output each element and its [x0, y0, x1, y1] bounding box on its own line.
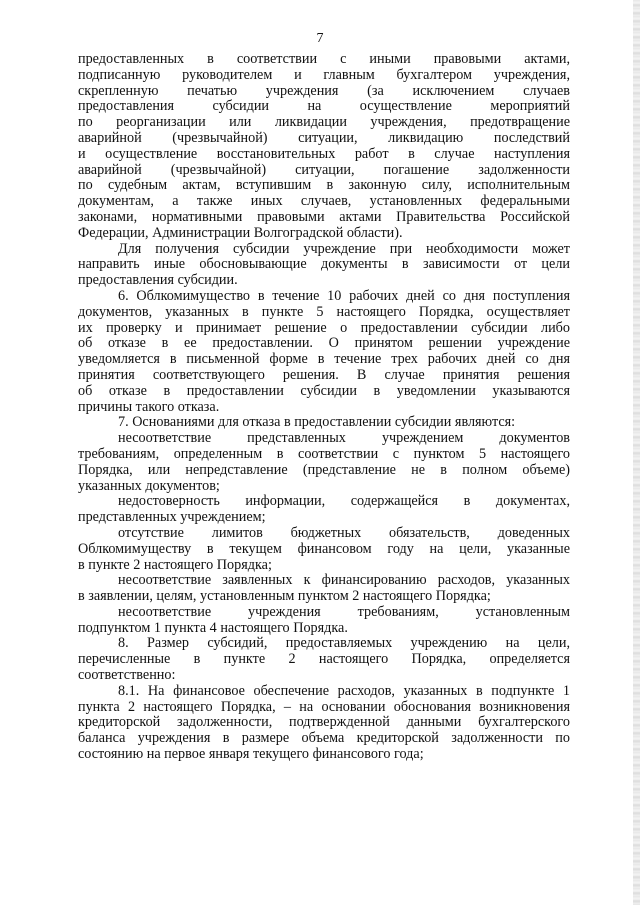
text-line: принятия соответствующего решения. В случае принятия решения [78, 366, 570, 383]
text-line: подписанную руководителем и главным бухгалтером учреждения, [78, 66, 570, 83]
paragraph [78, 573, 570, 605]
text-line: предоставления субсидии на осуществление мероприятий [78, 98, 570, 115]
text-line: Порядка, или непредставление (представление не в полном объеме) [78, 461, 570, 478]
text-line: перечисленные в пункте 2 настоящего Порядка, определяется [78, 651, 570, 668]
text-line: направить иные обосновывающие документы в зависимости от цели [78, 256, 570, 273]
text-line: Для получения субсидии учреждение при необходимости может [118, 240, 570, 257]
text-line: предоставленных в соответствии с иными правовыми актами, [78, 51, 570, 67]
text-line: по судебным актам, вступившим в законную силу, исполнительным [78, 177, 570, 194]
text-line: соответственно: [78, 667, 176, 684]
paragraph [78, 289, 570, 415]
scan-edge-shadow [633, 0, 640, 905]
text-line: недостоверность информации, содержащейся в документах, [118, 493, 570, 510]
text-line: документам, а также иных случаев, установленных федеральными [78, 193, 570, 210]
paragraph [78, 684, 570, 763]
text-line: по реорганизации или ликвидации учреждения, предотвращение [78, 114, 570, 131]
text-line: аварийной (чрезвычайной) ситуации, погашение задолженности [78, 161, 570, 178]
paragraph [78, 526, 570, 573]
text-line: аварийной (чрезвычайной) ситуации, ликвидацию последствий [78, 129, 570, 146]
paragraph [78, 415, 570, 431]
text-line: 6. Облкомимущество в течение 10 рабочих дней со дня поступления [118, 287, 570, 304]
paragraph [78, 494, 570, 526]
paragraph [78, 52, 570, 242]
text-line: причины такого отказа. [78, 398, 220, 415]
page-number: 7 [316, 31, 324, 46]
text-line: представленных учреждением; [78, 509, 266, 526]
text-line: Федерации, Администрации Волгоградской области). [78, 224, 403, 241]
text-line: 8.1. На финансовое обеспечение расходов, указанных в подпункте 1 [118, 682, 570, 699]
text-line: отсутствие лимитов бюджетных обязательств, доведенных [118, 524, 570, 541]
text-line: кредиторской задолженности, подтвержденной данными бухгалтерского [78, 714, 570, 731]
text-line: уведомляется в письменной форме в течение трех рабочих дней со дня [78, 351, 570, 368]
document-body [78, 52, 570, 763]
text-line: в заявлении, целям, установленным пунктом 2 настоящего Порядка; [78, 588, 491, 605]
text-line: их проверку и принимает решение о предоставлении субсидии либо [78, 319, 570, 336]
text-line: предоставления субсидии. [78, 272, 238, 289]
text-line: состоянию на первое января текущего финансового года; [78, 746, 424, 763]
text-line: законами, нормативными правовыми актами Правительства Российской [78, 208, 570, 225]
text-line: подпунктом 1 пункта 4 настоящего Порядка. [78, 619, 348, 636]
text-line: и осуществление восстановительных работ в случае наступления [78, 145, 570, 162]
paragraph [78, 431, 570, 494]
text-line: указанных документов; [78, 477, 220, 494]
paragraph [78, 242, 570, 289]
text-line: баланса учреждения в размере объема кредиторской задолженности по [78, 730, 570, 747]
text-line: об отказе в ее предоставлении. О принятом решении учреждение [78, 335, 570, 352]
text-line: несоответствие учреждения требованиям, установленным [118, 603, 570, 620]
text-line: скрепленную печатью учреждения (за исключением случаев [78, 82, 570, 99]
text-line: Облкомимуществу в текущем финансовом году на цели, указанные [78, 540, 570, 557]
text-line: несоответствие заявленных к финансированию расходов, указанных [118, 572, 570, 589]
text-line: документов, указанных в пункте 5 настоящего Порядка, осуществляет [78, 303, 570, 320]
text-line: в пункте 2 настоящего Порядка; [78, 556, 272, 573]
paragraph [78, 636, 570, 683]
paragraph [78, 605, 570, 637]
text-line: требованиям, определенным в соответствии с пунктом 5 настоящего [78, 445, 570, 462]
text-line: 8. Размер субсидий, предоставляемых учреждению на цели, [118, 635, 570, 652]
text-line: об отказе в предоставлении субсидии в уведомлении указываются [78, 382, 570, 399]
text-line: пункта 2 настоящего Порядка, – на основании обоснования возникновения [78, 698, 570, 715]
text-line: 7. Основаниями для отказа в предоставлении субсидии являются: [118, 414, 516, 431]
text-line: несоответствие представленных учреждением документов [118, 430, 570, 447]
